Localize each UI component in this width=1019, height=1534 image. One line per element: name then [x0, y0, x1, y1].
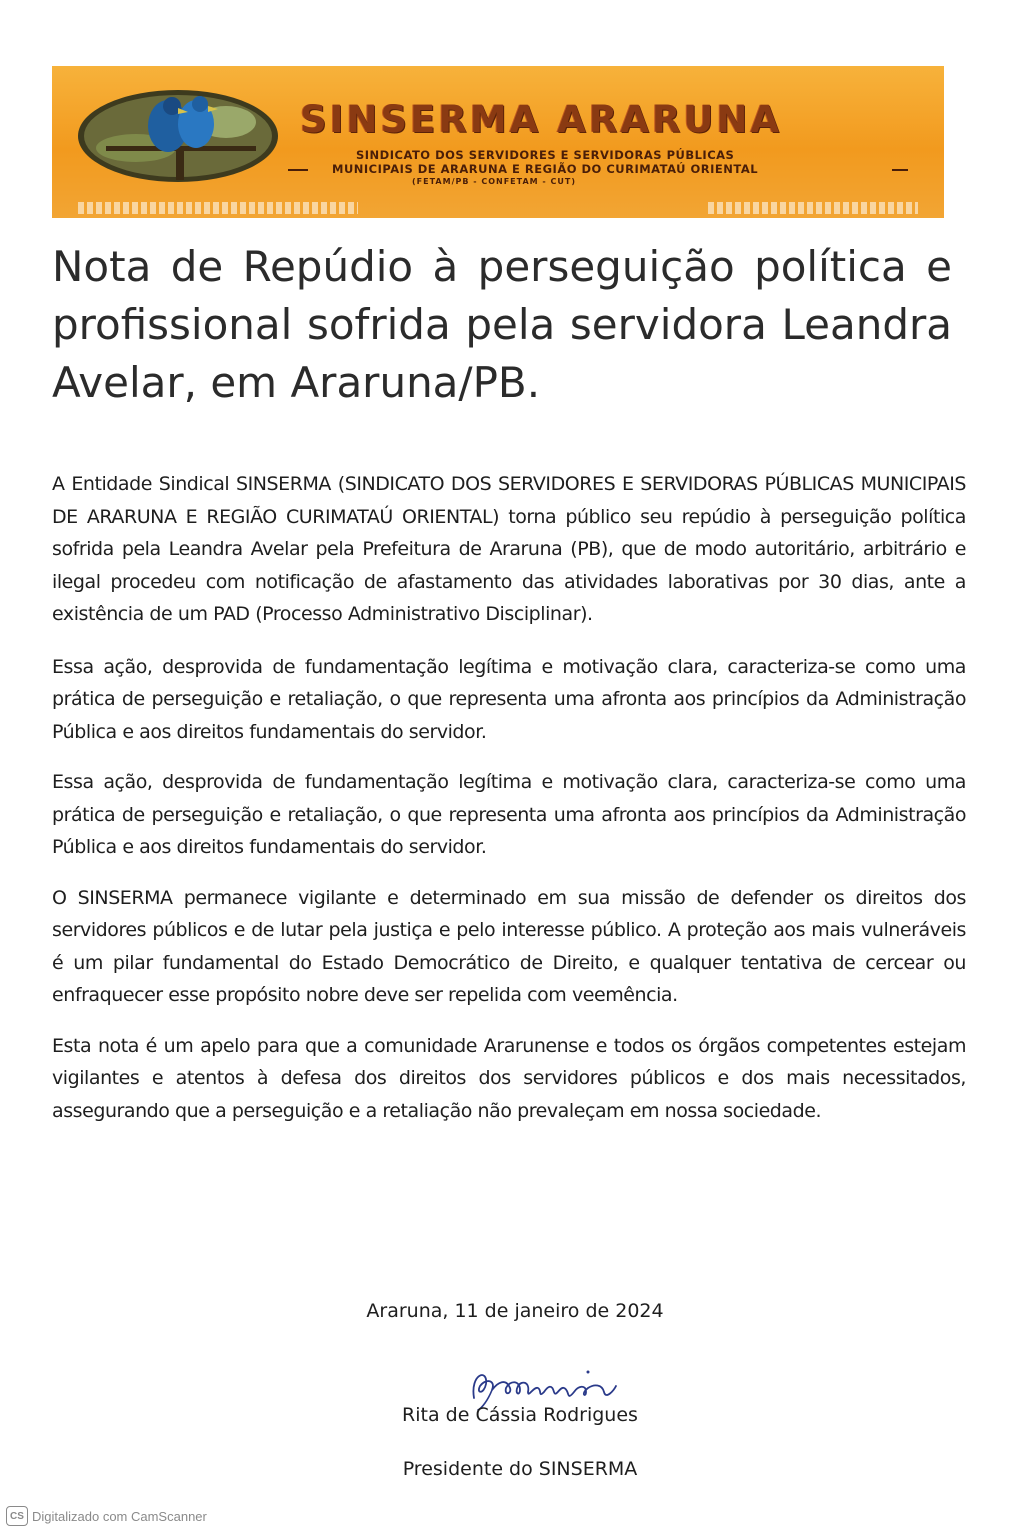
divider [288, 169, 308, 171]
org-name: SINSERMA ARARUNA [300, 98, 783, 141]
place-date: Araruna, 11 de janeiro de 2024 [366, 1300, 664, 1322]
paragraph: A Entidade Sindical SINSERMA (SINDICATO DOS SERVIDORES E SERVIDORAS PÚBLICAS MUNICIPAIS DE ARARUNA E REGIÃO CURIMATAÚ ORIENTAL) torna público seu repúdio à perseguição política sofrida pela Leandra Avelar pela Prefeitura de Araruna (PB), que de modo autoritário, arbitrário e ilegal procedeu com notificação de afastamento das atividades laborativas por 30 dias, ante a existência de um PAD (Processo Administrativo Disciplinar). [52, 473, 966, 625]
watermark-text: Digitalizado com CamScanner [32, 1508, 207, 1524]
divider [892, 169, 908, 171]
scanner-watermark [6, 1506, 207, 1526]
camscanner-icon: CS [6, 1506, 28, 1526]
paragraph: Essa ação, desprovida de fundamentação legítima e motivação clara, caracteriza-se como uma prática de perseguição e retaliação, o que representa uma afronta aos princípios da Administração Pública e aos direitos fundamentais do servidor. [52, 771, 966, 858]
org-affiliations: (FETAM/PB - CONFETAM - CUT) [412, 177, 577, 186]
contact-block [78, 202, 358, 214]
org-subtitle-line2: MUNICIPAIS DE ARARUNA E REGIÃO DO CURIMATAÚ ORIENTAL [332, 162, 759, 176]
org-subtitle-line1: SINDICATO DOS SERVIDORES E SERVIDORAS PÚBLICAS [356, 148, 735, 162]
contact-block [708, 202, 918, 214]
paragraph: Essa ação, desprovida de fundamentação legítima e motivação clara, caracteriza-se como uma prática de perseguição e retaliação, o que representa uma afronta aos princípios da Administração Pública e aos direitos fundamentais do servidor. [52, 655, 966, 743]
signer-name: Rita de Cássia Rodrigues [402, 1404, 638, 1426]
paragraph: O SINSERMA permanece vigilante e determinado em sua missão de defender os direitos dos servidores públicos e de lutar pela justiça e pelo interesse público. A proteção aos mais vulneráveis é um pilar fundamental do Estado Democrático de Direito, e qualquer tentativa de cercear ou enfraquecer esse propósito nobre deve ser repelida com veemência. [52, 886, 966, 1006]
document-body [52, 468, 966, 1145]
signer-role: Presidente do SINSERMA [402, 1458, 638, 1480]
page-title: Nota de Repúdio à perseguição política e profissional sofrida pela servidora Leandra Avelar, em Araruna/PB. [52, 242, 952, 407]
paragraph: Esta nota é um apelo para que a comunidade Ararunense e todos os órgãos competentes estejam vigilantes e atentos à defesa dos direitos dos servidores públicos e dos mais necessitados, assegurando que a perseguição e a retaliação não prevaleçam em nossa sociedade. [52, 1034, 966, 1122]
sinserma-logo-birds-icon [76, 86, 280, 184]
letterhead [52, 66, 944, 218]
contact-strip [52, 198, 944, 218]
